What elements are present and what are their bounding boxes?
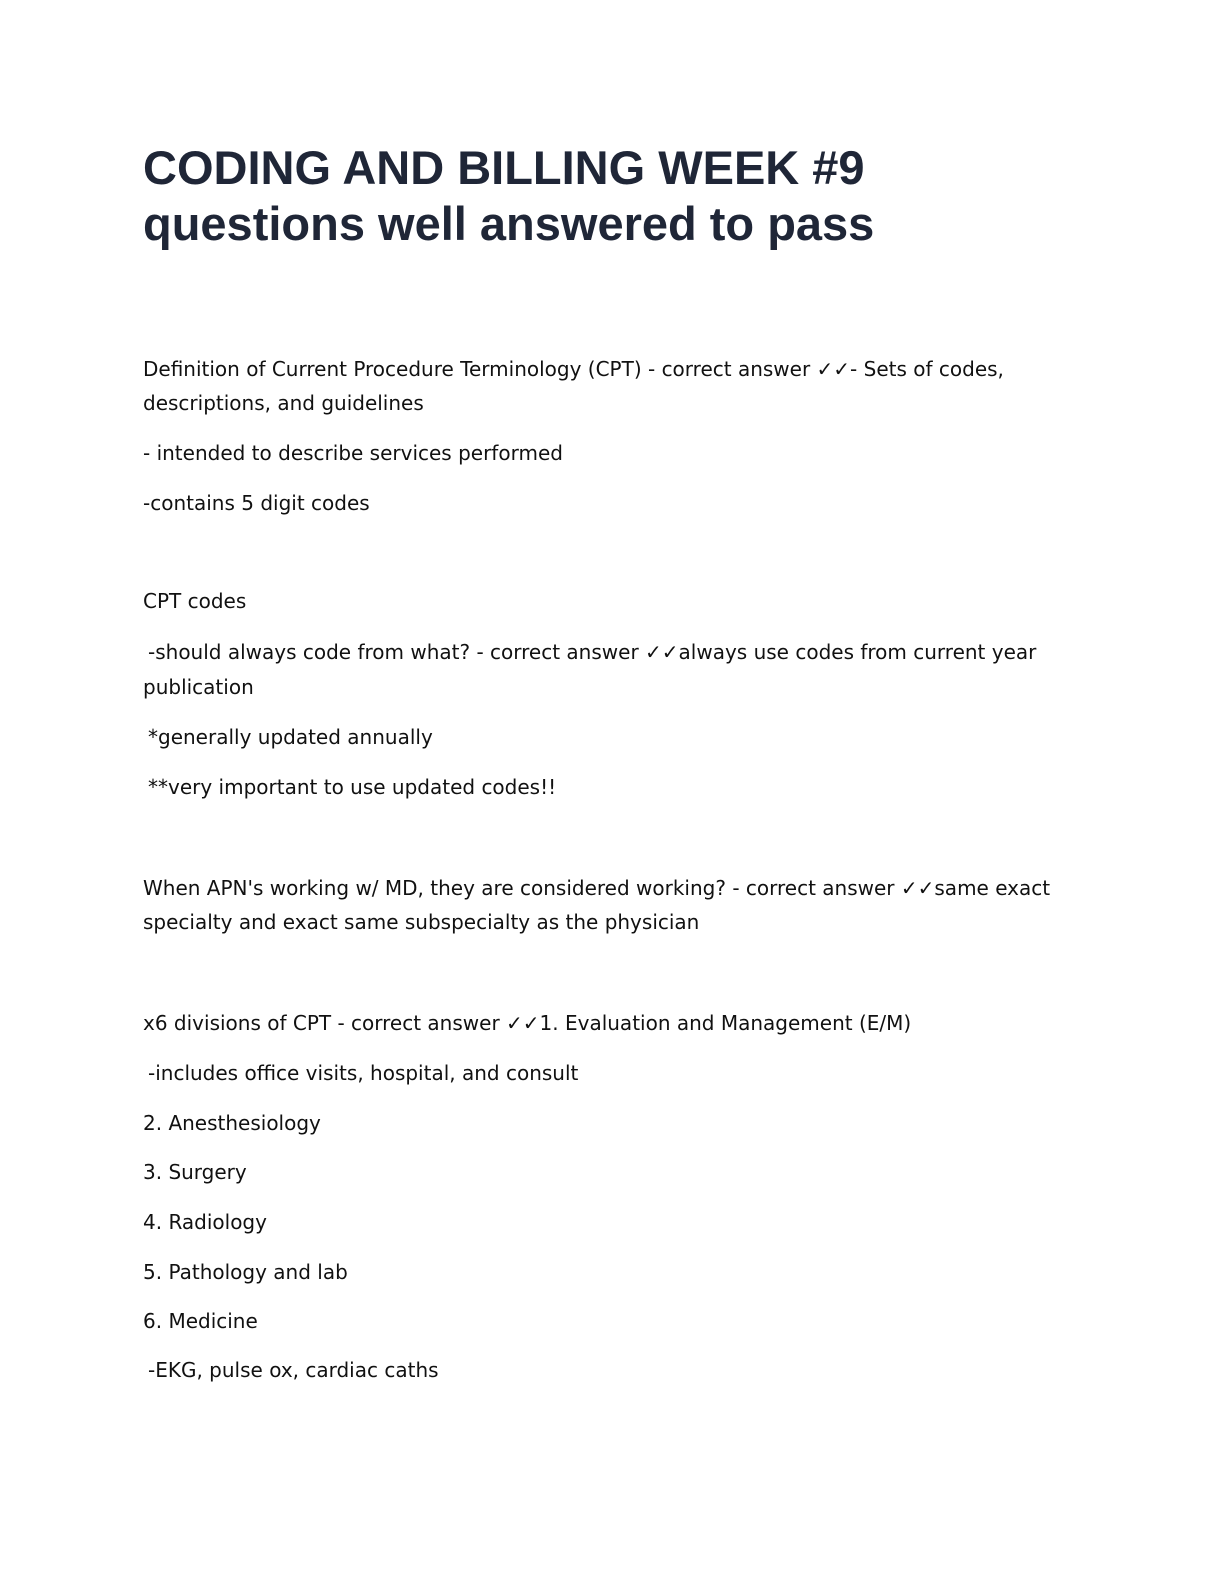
text-line: -contains 5 digit codes <box>143 491 370 515</box>
text-line: -should always code from what? - correct answer ✓✓always use codes from current year <box>148 640 1037 664</box>
text-line: *generally updated annually <box>148 725 433 749</box>
text-line: CPT codes <box>143 589 247 613</box>
text-line: 6. Medicine <box>143 1309 258 1333</box>
text-line: descriptions, and guidelines <box>143 391 424 415</box>
text-line: 5. Pathology and lab <box>143 1260 348 1284</box>
text-line: -EKG, pulse ox, cardiac caths <box>148 1358 439 1382</box>
text-line: specialty and exact same subspecialty as the physician <box>143 910 700 934</box>
text-line: 3. Surgery <box>143 1160 247 1184</box>
text-line: When APN's working w/ MD, they are considered working? - correct answer ✓✓same exact <box>143 876 1051 900</box>
title-line-1: CODING AND BILLING WEEK #9 <box>143 141 865 194</box>
text-line: - intended to describe services performed <box>143 441 563 465</box>
title-line-2: questions well answered to pass <box>143 197 875 250</box>
text-line: 2. Anesthesiology <box>143 1111 321 1135</box>
page-title <box>143 140 1103 252</box>
text-line: Definition of Current Procedure Terminology (CPT) - correct answer ✓✓- Sets of codes, <box>143 357 1004 381</box>
text-line: x6 divisions of CPT - correct answer ✓✓1. Evaluation and Management (E/M) <box>143 1011 912 1035</box>
text-line: publication <box>143 675 254 699</box>
text-line: -includes office visits, hospital, and consult <box>148 1061 579 1085</box>
text-line: **very important to use updated codes!! <box>148 775 557 799</box>
text-line: 4. Radiology <box>143 1210 267 1234</box>
